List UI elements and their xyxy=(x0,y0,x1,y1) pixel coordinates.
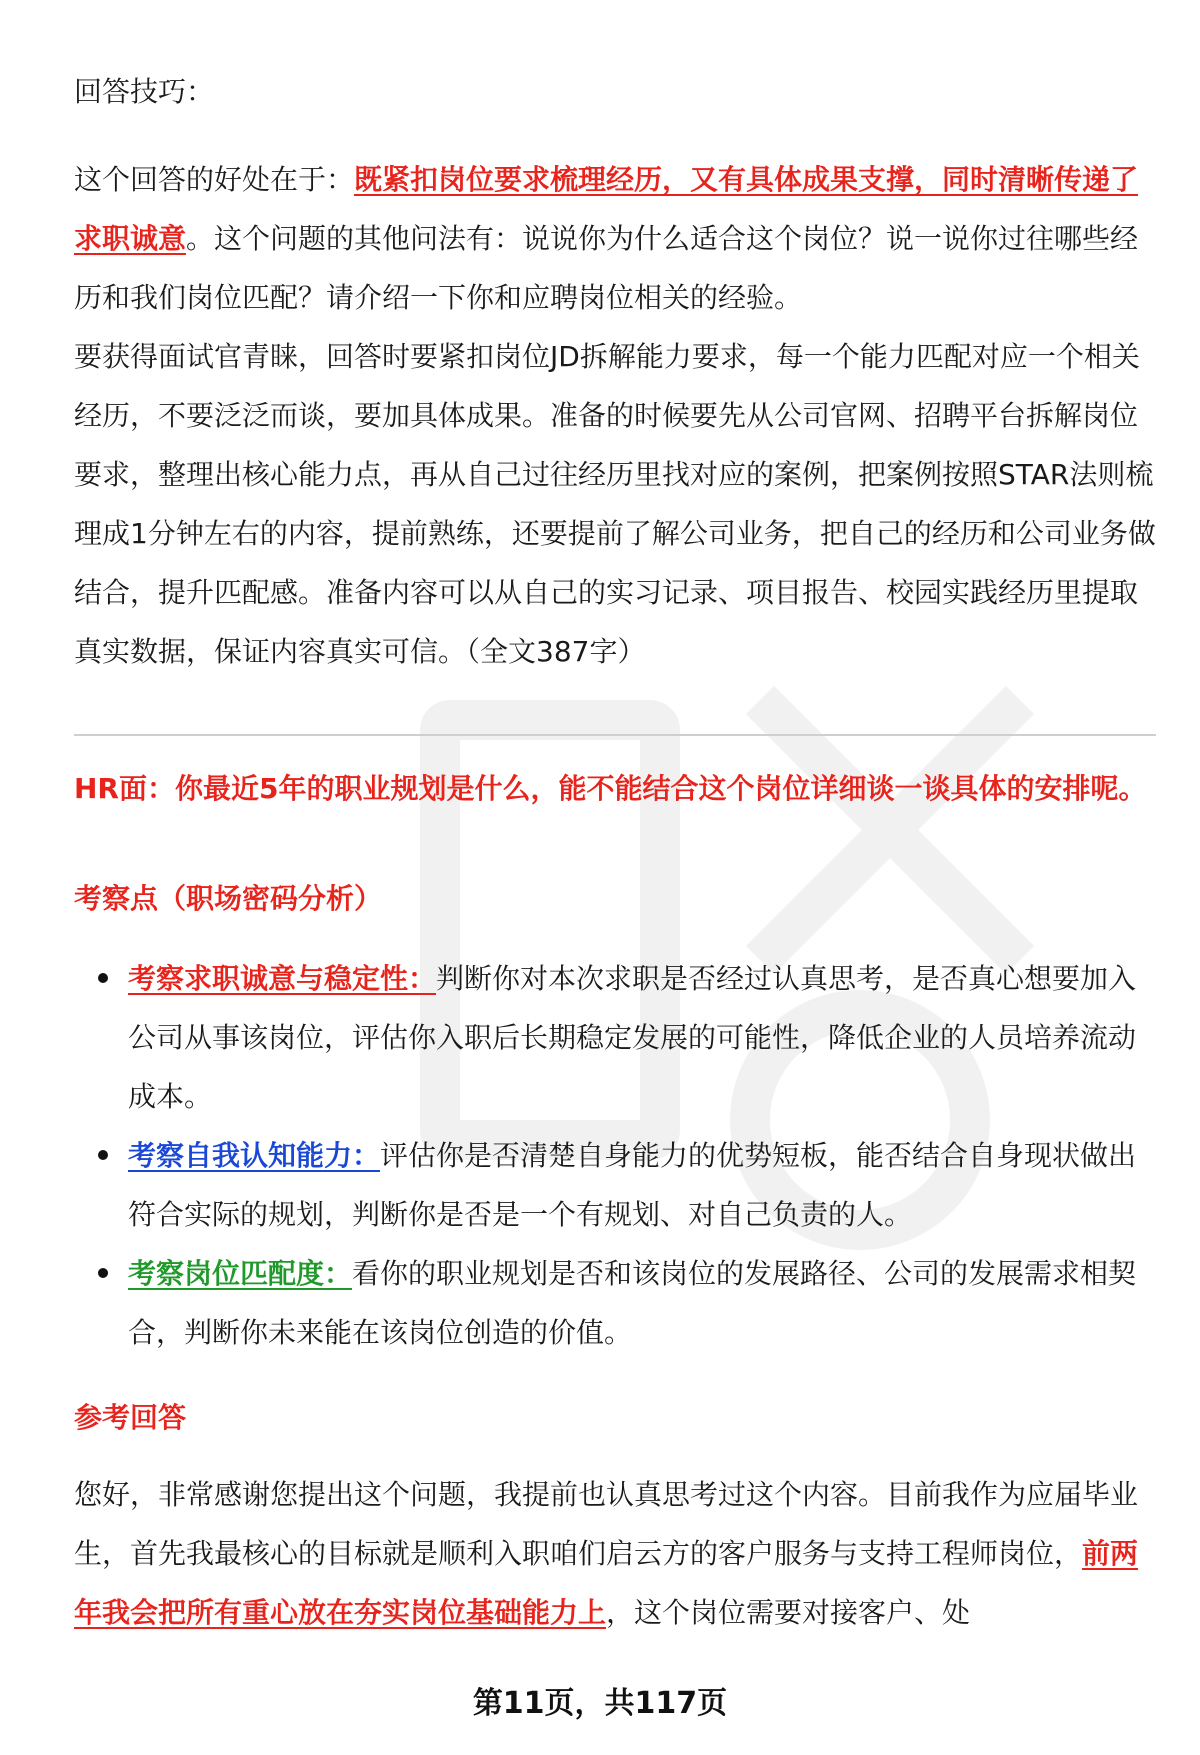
tips-lead: 这个回答的好处在于： xyxy=(74,163,355,196)
list-item xyxy=(128,949,1156,1126)
tips-paragraph xyxy=(74,150,1156,327)
tips-paragraph-2: 要获得面试官青睐，回答时要紧扣岗位JD拆解能力要求，每一个能力匹配对应一个相关经历，不要泛泛而谈，要加具体成果。准备的时候要先从公司官网、招聘平台拆解岗位要求，整理出核心能力点，再从自己过往经历里找对应的案例，把案例按照STAR法则梳理成1分钟左右的内容，提前熟练，还要提前了解公司业务，把自己的经历和公司业务做结合，提升匹配感。准备内容可以从自己的实习记录、项目报告、校园实践经历里提取真实数据，保证内容真实可信。（全文387字） xyxy=(74,340,1156,668)
answer-rest: ，这个岗位需要对接客户、处 xyxy=(606,1596,971,1629)
points-section-title: 考察点（职场密码分析） xyxy=(74,882,383,915)
point-label: 考察自我认知能力： xyxy=(128,1139,381,1172)
question-heading: HR面：你最近5年的职业规划是什么，能不能结合这个岗位详细谈一谈具体的安排呢。 xyxy=(74,772,1147,805)
points-list xyxy=(128,949,1156,1362)
bullet-icon xyxy=(98,973,108,983)
point-text: 看你的职业规划是否和该岗位的发展路径、公司的发展需求相契合，判断你未来能在该岗位创造的价值。 xyxy=(128,1257,1137,1349)
bullet-icon xyxy=(98,1268,108,1278)
answer-lead: 您好，非常感谢您提出这个问题，我提前也认真思考过这个内容。目前我作为应届毕业生，首先我最核心的目标就是顺利入职咱们启云方的客户服务与支持工程师岗位， xyxy=(74,1478,1139,1570)
answer-section-title: 参考回答 xyxy=(74,1401,187,1434)
answer-paragraph xyxy=(74,1465,1156,1642)
answer-highlight: 前两年我会把所有重心放在夯实岗位基础能力上 xyxy=(74,1537,1139,1629)
bullet-icon xyxy=(98,1150,108,1160)
tips-highlight: 既紧扣岗位要求梳理经历，又有具体成果支撑，同时清晰传递了求职诚意 xyxy=(74,163,1139,255)
point-label: 考察岗位匹配度： xyxy=(128,1257,353,1290)
point-text: 评估你是否清楚自身能力的优势短板，能否结合自身现状做出符合实际的规划，判断你是否是一个有规划、对自己负责的人。 xyxy=(128,1139,1137,1231)
point-text: 判断你对本次求职是否经过认真思考，是否真心想要加入公司从事该岗位，评估你入职后长期稳定发展的可能性，降低企业的人员培养流动成本。 xyxy=(128,962,1137,1113)
tips-label: 回答技巧： xyxy=(74,75,215,108)
page-footer: 第11页，共117页 xyxy=(472,1686,728,1721)
list-item xyxy=(128,1244,1156,1362)
section-divider xyxy=(74,734,1156,736)
point-label: 考察求职诚意与稳定性： xyxy=(128,962,437,995)
tips-rest: 。这个问题的其他问法有：说说你为什么适合这个岗位？说一说你过往哪些经历和我们岗位匹配？请介绍一下你和应聘岗位相关的经验。 xyxy=(74,222,1139,314)
list-item xyxy=(128,1126,1156,1244)
